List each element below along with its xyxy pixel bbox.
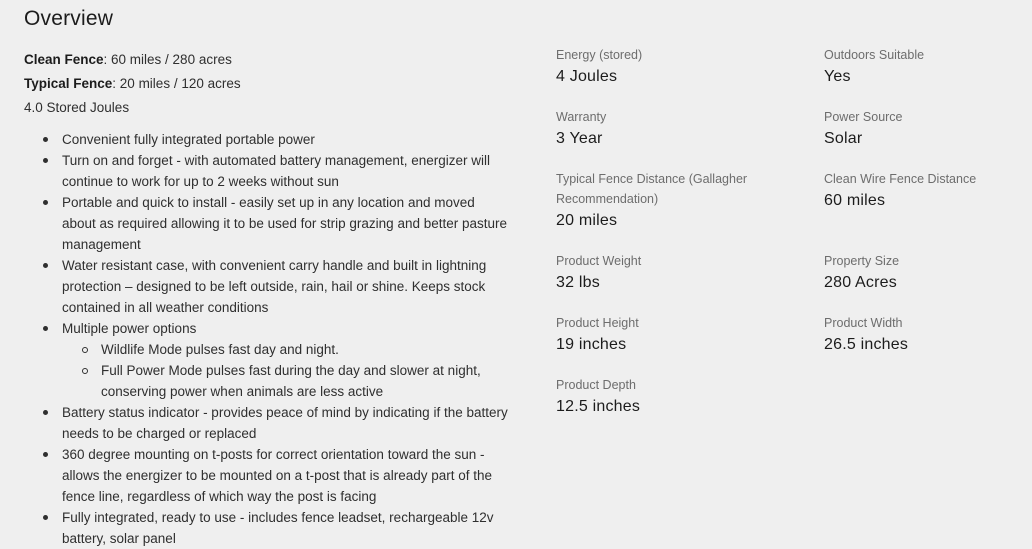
- spec-label: Outdoors Suitable: [824, 48, 925, 62]
- spec-label: Product Weight: [556, 254, 642, 268]
- spec-product-width: [824, 313, 1032, 357]
- spec-product-weight: [556, 251, 824, 295]
- spec-label: Product Depth: [556, 378, 636, 392]
- spec-label: Warranty: [556, 110, 607, 124]
- spec-energy-stored: [556, 45, 824, 89]
- feature-list: [24, 129, 508, 549]
- typical-fence-value: : 20 miles / 120 acres: [112, 76, 241, 91]
- feature-item: Convenient fully integrated portable power: [41, 129, 508, 150]
- spec-typical-fence-distance: [556, 169, 824, 233]
- clean-fence-value: : 60 miles / 280 acres: [103, 52, 232, 67]
- spec-outdoors-suitable: [824, 45, 1032, 89]
- feature-item-text: Multiple power options: [62, 321, 197, 336]
- spec-value: 3 Year: [556, 130, 603, 147]
- feature-subitem: Full Power Mode pulses fast during the day and slower at night, conserving power when animals are less active: [80, 360, 508, 402]
- feature-item: 360 degree mounting on t-posts for correct orientation toward the sun - allows the energizer to be mounted on a t-post that is already part of the fence line, regardless of which way the post is facing: [41, 444, 508, 507]
- feature-subitem: Wildlife Mode pulses fast day and night.: [80, 339, 508, 360]
- feature-item: Turn on and forget - with automated battery management, energizer will continue to work for up to 2 weeks without sun: [41, 150, 508, 192]
- feature-item: Fully integrated, ready to use - includes fence leadset, rechargeable 12v battery, solar panel: [41, 507, 508, 549]
- fence-rating-summary: [24, 48, 532, 120]
- feature-item: Portable and quick to install - easily set up in any location and moved about as required allowing it to be used for strip grazing and better pasture management: [41, 192, 508, 255]
- spec-label: Property Size: [824, 254, 900, 268]
- spec-value: 4 Joules: [556, 68, 618, 85]
- stored-joules: 4.0 Stored Joules: [24, 100, 130, 115]
- clean-fence-label: Clean Fence: [24, 52, 104, 67]
- spec-value: 26.5 inches: [824, 336, 909, 353]
- spec-label: Product Width: [824, 316, 903, 330]
- spec-value: 60 miles: [824, 192, 886, 209]
- spec-value: Yes: [824, 68, 851, 85]
- spec-value: 32 lbs: [556, 274, 600, 291]
- spec-label: Energy (stored): [556, 48, 643, 62]
- clean-fence-rating: [24, 48, 532, 72]
- spec-grid: [556, 0, 1032, 548]
- spec-product-height: [556, 313, 824, 357]
- spec-property-size: [824, 251, 1032, 295]
- spec-value: 12.5 inches: [556, 398, 641, 415]
- feature-item: Battery status indicator - provides peace of mind by indicating if the battery needs to be charged or replaced: [41, 402, 508, 444]
- spec-value: 19 inches: [556, 336, 627, 353]
- feature-item: [41, 318, 508, 402]
- spec-label: Power Source: [824, 110, 903, 124]
- spec-label: Typical Fence Distance (Gallagher Recommendation): [556, 172, 748, 206]
- spec-value: 280 Acres: [824, 274, 897, 291]
- spec-value: 20 miles: [556, 212, 618, 229]
- spec-clean-wire-fence-distance: [824, 169, 1032, 233]
- typical-fence-rating: [24, 72, 532, 96]
- spec-product-depth: [556, 375, 824, 419]
- feature-sublist: [80, 339, 508, 402]
- page-title: Overview: [24, 7, 114, 30]
- spec-value: Solar: [824, 130, 863, 147]
- feature-item: Water resistant case, with convenient carry handle and built in lightning protection – designed to be left outside, rain, hail or shine. Keeps stock contained in all weather conditions: [41, 255, 508, 318]
- spec-warranty: [556, 107, 824, 151]
- typical-fence-label: Typical Fence: [24, 76, 113, 91]
- spec-power-source: [824, 107, 1032, 151]
- spec-label: Clean Wire Fence Distance: [824, 172, 977, 186]
- spec-label: Product Height: [556, 316, 639, 330]
